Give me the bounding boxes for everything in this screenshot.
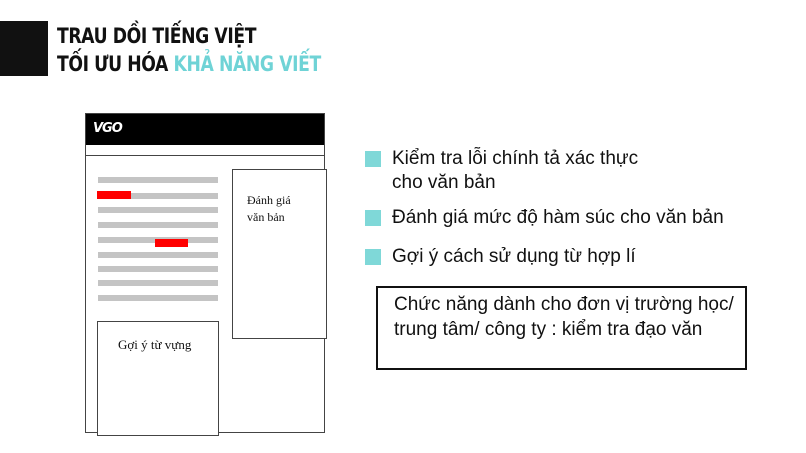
square-bullet-icon <box>365 249 381 265</box>
title-line-2-accent: KHẢ NĂNG VIẾT <box>173 52 321 76</box>
plagiarism-callout-box <box>376 286 747 370</box>
spelling-error-mark <box>97 191 131 199</box>
page-title <box>57 22 321 78</box>
text-line <box>98 280 218 286</box>
document-mockup <box>85 113 325 433</box>
vocabulary-suggestion-label: Gợi ý từ vựng <box>118 337 192 352</box>
title-line-2 <box>57 50 321 78</box>
text-evaluation-panel <box>232 169 327 339</box>
document-header-bar <box>86 114 324 145</box>
vgo-logo-icon: VGO <box>93 121 122 136</box>
spelling-error-mark <box>155 239 188 247</box>
vocabulary-suggestion-panel <box>97 321 219 436</box>
text-line <box>98 295 218 301</box>
text-line <box>98 266 218 272</box>
text-evaluation-label: Đánh giá văn bản <box>247 193 291 224</box>
document-divider <box>86 155 324 156</box>
feature-text: Kiểm tra lỗi chính tả xác thực cho văn bản <box>392 148 639 193</box>
text-line <box>98 177 218 183</box>
square-bullet-icon <box>365 210 381 226</box>
text-line <box>98 252 218 258</box>
callout-text: Chức năng dành cho đơn vị trường học/ trung tâm/ công ty : kiểm tra đạo văn <box>394 294 734 340</box>
square-bullet-icon <box>365 151 381 167</box>
text-line <box>98 207 218 213</box>
text-line <box>98 222 218 228</box>
feature-text: Gợi ý cách sử dụng từ hợp lí <box>392 246 636 267</box>
title-line-1: TRAU DỒI TIẾNG VIỆT <box>57 24 257 48</box>
feature-text: Đánh giá mức độ hàm súc cho văn bản <box>392 207 724 228</box>
title-line-2-prefix: TỐI ƯU HÓA <box>57 52 174 76</box>
title-block-decoration <box>0 21 48 76</box>
